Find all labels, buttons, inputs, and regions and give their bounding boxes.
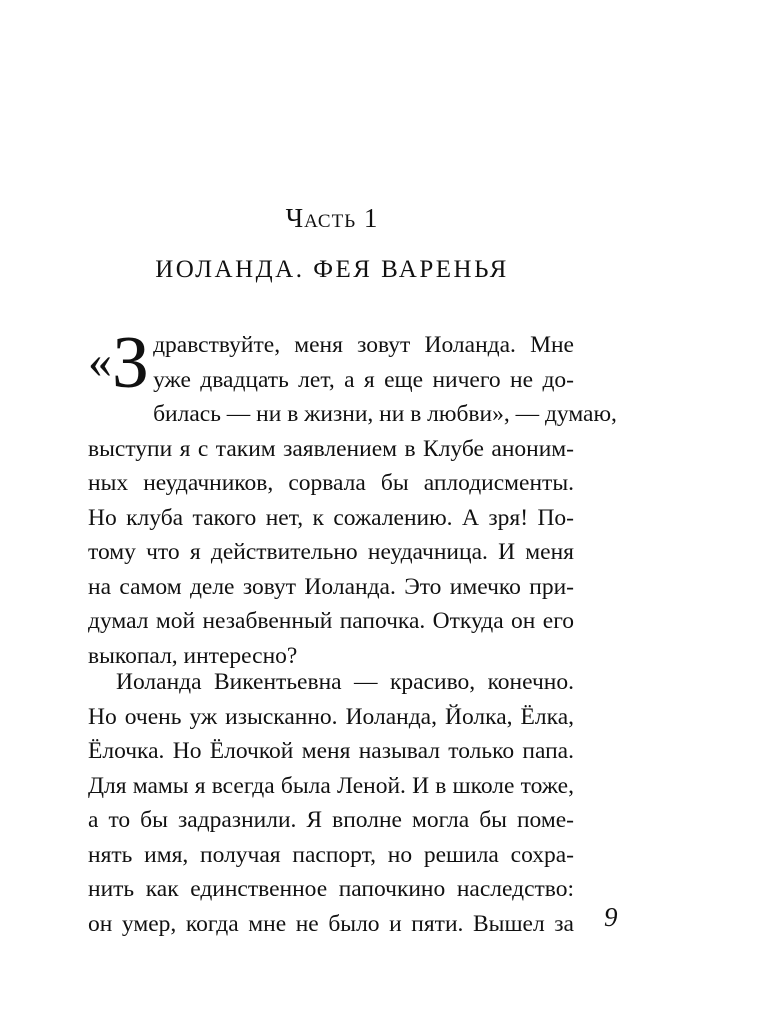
- text-line: нить как единственное папочкино наследство:: [88, 876, 574, 902]
- text-line: ных неудачников, сорвала бы аплодисменты.: [88, 470, 574, 496]
- text-line: он умер, когда мне не было и пяти. Вышел за: [88, 910, 574, 937]
- text-line: думал мой незабвенный папочка. Откуда он его: [88, 608, 574, 634]
- drop-cap-quote: «: [88, 335, 112, 388]
- drop-cap: [88, 322, 150, 404]
- text-line: тому что я действительно неудачница. И меня: [88, 539, 574, 565]
- text-line: билась — ни в жизни, ни в любви», — думаю,: [153, 401, 617, 427]
- drop-cap-letter: З: [112, 322, 150, 404]
- part-heading: Часть 1: [285, 203, 379, 233]
- page-number: 9: [604, 902, 618, 932]
- text-line: дравствуйте, меня зовут Иоланда. Мне: [153, 332, 574, 358]
- text-line: выкопал, интересно?: [88, 642, 298, 669]
- text-line: Ёлочка. Но Ёлочкой меня называл только папа.: [88, 738, 574, 764]
- chapter-title: ИОЛАНДА. ФЕЯ ВАРЕНЬЯ: [155, 256, 509, 283]
- text-line: выступи я с таким заявлением в Клубе аноним-: [88, 435, 574, 462]
- text-line: а то бы задразнили. Я вполне могла бы поме-: [88, 807, 574, 833]
- paragraph-first: [88, 322, 617, 673]
- text-line: Иоланда Викентьевна — красиво, конечно.: [116, 669, 574, 695]
- text-line: уже двадцать лет, а я еще ничего не до-: [153, 366, 574, 393]
- text-line: Но клуба такого нет, к сожалению. А зря! По-: [88, 504, 574, 531]
- text-line: на самом деле зовут Иоланда. Это имечко при-: [88, 573, 574, 600]
- paragraph-second: [88, 665, 574, 941]
- text-line: Но очень уж изысканно. Иоланда, Йолка, Ёлка,: [88, 703, 574, 730]
- text-line: нять имя, получая паспорт, но решила сохра-: [88, 841, 574, 868]
- text-line: Для мамы я всегда была Леной. И в школе тоже,: [88, 772, 574, 799]
